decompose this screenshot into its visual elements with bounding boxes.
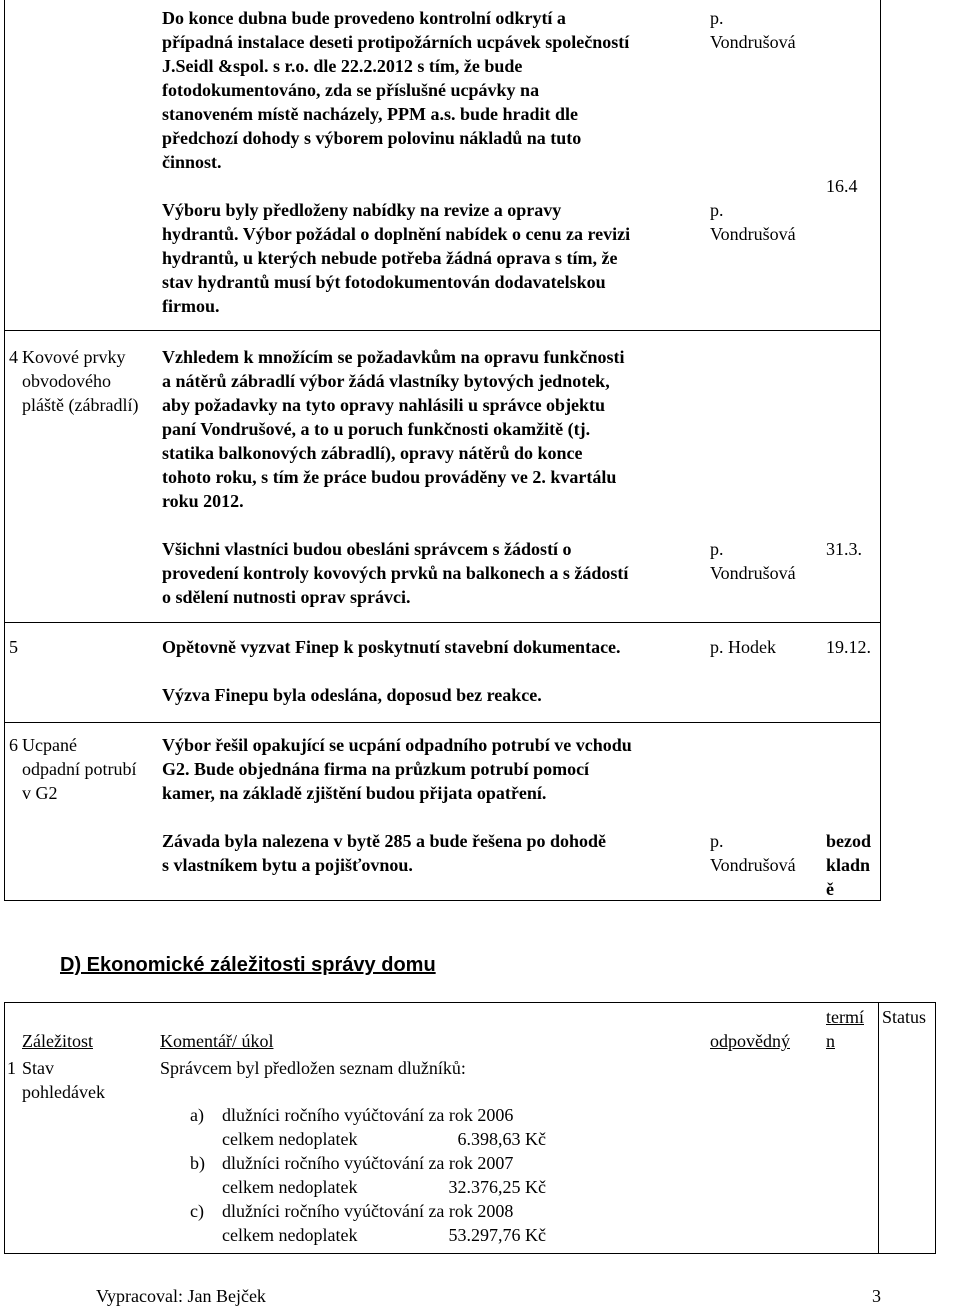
row3-note2-line: hydrantů, u kterých nebude potřeba žádná oprava s tím, že: [162, 248, 618, 268]
table1-bottom-border: [4, 900, 881, 901]
row4-note1-line: roku 2012.: [162, 491, 244, 511]
footer-author: Vypracoval: Jan Bejček: [96, 1286, 266, 1306]
header-term: [826, 1005, 864, 1053]
debt-item-a-amount: 6.398,63 Kč: [457, 1129, 546, 1149]
row4-note2-line: o sdělení nutnosti oprav správci.: [162, 587, 411, 607]
table1-row4-bottom: [4, 622, 881, 623]
table2-left-border: [4, 1002, 5, 1254]
section-d-heading: D) Ekonomické záležitosti správy domu: [60, 954, 436, 976]
row6-note2-date: [826, 829, 871, 901]
table1-row5-bottom: [4, 722, 881, 723]
row6-subject: [22, 733, 137, 805]
row4-subject: [22, 345, 138, 417]
date-line: bezod: [826, 831, 871, 851]
row3-note2-date: 16.4: [826, 176, 858, 196]
row6-note2-line: Závada byla nalezena v bytě 285 a bude řešena po dohodě: [162, 831, 607, 851]
row4-note1-line: tohoto roku, s tím že práce budou prováděny ve 2. kvartálu: [162, 467, 617, 487]
row6-note1-line: Výbor řešil opakující se ucpání odpadního potrubí ve vchodu: [162, 735, 632, 755]
table2-bottom-border: [4, 1253, 936, 1254]
row3-note1: [162, 6, 629, 174]
row4-note2-date: 31.3.: [826, 539, 862, 559]
row4-number: 4: [9, 347, 18, 367]
row3-note1-line: Do konce dubna bude provedeno kontrolní odkrytí a: [162, 8, 566, 28]
row6-note1: [162, 733, 632, 805]
d-row1-number: 1: [7, 1058, 16, 1078]
row3-note2-line: hydrantů. Výbor požádal o doplnění nabídek o cenu za revizi: [162, 224, 631, 244]
subject-line: obvodového: [22, 371, 111, 391]
header-subject: Záležitost: [22, 1031, 93, 1051]
resp-line: Vondrušová: [710, 32, 796, 52]
subject-line: Ucpané: [22, 735, 77, 755]
row3-note1-line: J.Seidl &spol. s r.o. dle 22.2.2012 s tím, že bude: [162, 56, 523, 76]
debt-item-a-total: celkem nedoplatek: [222, 1129, 358, 1149]
term-line: termí: [826, 1007, 864, 1027]
debt-item-c-text: dlužníci ročního vyúčtování za rok 2008: [222, 1201, 514, 1221]
resp-line: p.: [710, 831, 724, 851]
row3-note2-line: firmou.: [162, 296, 220, 316]
footer-page-number: 3: [872, 1286, 881, 1306]
row4-note1-line: Vzhledem k množícím se požadavkům na opravu funkčnosti: [162, 347, 625, 367]
table1-left-border: [4, 0, 5, 900]
table2-top-border: [4, 1002, 936, 1003]
row5-note1: Opětovně vyzvat Finep k poskytnutí stavební dokumentace.: [162, 637, 621, 657]
subject-line: Stav: [22, 1058, 55, 1078]
row3-note1-line: činnost.: [162, 152, 222, 172]
debt-item-b-total: celkem nedoplatek: [222, 1177, 358, 1197]
row3-note2-responsible: [710, 198, 796, 246]
row4-note1-line: paní Vondrušové, a to u poruch funkčnosti okamžitě (tj.: [162, 419, 591, 439]
row4-note1-line: a nátěrů zábradlí výbor žádá vlastníky bytových jednotek,: [162, 371, 610, 391]
subject-line: Kovové prvky: [22, 347, 126, 367]
row4-note2-responsible: [710, 537, 796, 585]
resp-line: p.: [710, 8, 724, 28]
row6-note1-line: kamer, na základě zjištění budou přijata opatření.: [162, 783, 547, 803]
header-comment: Komentář/ úkol: [160, 1031, 274, 1051]
row4-note1-line: statika balkonových zábradlí), opravy nátěrů do konce: [162, 443, 583, 463]
resp-line: Vondrušová: [710, 563, 796, 583]
debt-item-b-amount: 32.376,25 Kč: [448, 1177, 546, 1197]
debt-item-a-text: dlužníci ročního vyúčtování za rok 2006: [222, 1105, 514, 1125]
subject-line: odpadní potrubí: [22, 759, 137, 779]
row3-note1-responsible: [710, 6, 796, 54]
debt-item-b-text: dlužníci ročního vyúčtování za rok 2007: [222, 1153, 514, 1173]
debt-item-c-total: celkem nedoplatek: [222, 1225, 358, 1245]
header-status: Status: [882, 1007, 927, 1027]
subject-line: v G2: [22, 783, 58, 803]
row3-note1-line: předchozí dohody s výborem polovinu nákladů na tuto: [162, 128, 582, 148]
row6-note2-responsible: [710, 829, 796, 877]
d-row1-intro: Správcem byl předložen seznam dlužníků:: [160, 1058, 466, 1078]
resp-line: Vondrušová: [710, 224, 796, 244]
resp-line: p.: [710, 539, 724, 559]
subject-line: pohledávek: [22, 1082, 105, 1102]
row5-number: 5: [9, 637, 18, 657]
table2-right-border: [935, 1002, 936, 1254]
row3-note2-line: Výboru byly předloženy nabídky na revize a opravy: [162, 200, 562, 220]
table2-status-divider: [878, 1002, 879, 1254]
table1-row3-bottom: [4, 330, 881, 331]
row4-note1-line: aby požadavky na tyto opravy nahlásili u správce objektu: [162, 395, 606, 415]
table1-right-border: [880, 0, 881, 900]
row3-note1-line: fotodokumentováno, zda se příslušné ucpávky na: [162, 80, 540, 100]
row5-note2: Výzva Finepu byla odeslána, doposud bez reakce.: [162, 685, 542, 705]
header-responsible: odpovědný: [710, 1031, 790, 1051]
date-line: ě: [826, 879, 834, 899]
row4-note2-line: Všichni vlastníci budou obesláni správcem s žádostí o: [162, 539, 572, 559]
date-line: kladn: [826, 855, 871, 875]
d-row1-subject: [22, 1056, 105, 1104]
row4-note1: [162, 345, 625, 513]
row5-note1-responsible: p. Hodek: [710, 637, 776, 657]
row4-note2: [162, 537, 628, 609]
subject-line: pláště (zábradlí): [22, 395, 139, 415]
row4-note2-line: provedení kontroly kovových prvků na balkonech a s žádostí: [162, 563, 629, 583]
term-line: n: [826, 1031, 835, 1051]
debt-item-c-amount: 53.297,76 Kč: [448, 1225, 546, 1245]
row3-note2: [162, 198, 630, 318]
resp-line: p.: [710, 200, 724, 220]
row6-number: 6: [9, 735, 18, 755]
row6-note2-line: s vlastníkem bytu a pojišťovnou.: [162, 855, 413, 875]
row5-note1-date: 19.12.: [826, 637, 871, 657]
row3-note1-line: případná instalace deseti protipožárních ucpávek společností: [162, 32, 630, 52]
row3-note2-line: stav hydrantů musí být fotodokumentován dodavatelskou: [162, 272, 606, 292]
debt-item-a-letter: a): [190, 1105, 204, 1125]
debt-item-c-letter: c): [190, 1201, 204, 1221]
row6-note1-line: G2. Bude objednána firma na průzkum potrubí pomocí: [162, 759, 590, 779]
debt-item-b-letter: b): [190, 1153, 205, 1173]
row3-note1-line: stanoveném místě nacházely, PPM a.s. bude hradit dle: [162, 104, 578, 124]
resp-line: Vondrušová: [710, 855, 796, 875]
row6-note2: [162, 829, 606, 877]
